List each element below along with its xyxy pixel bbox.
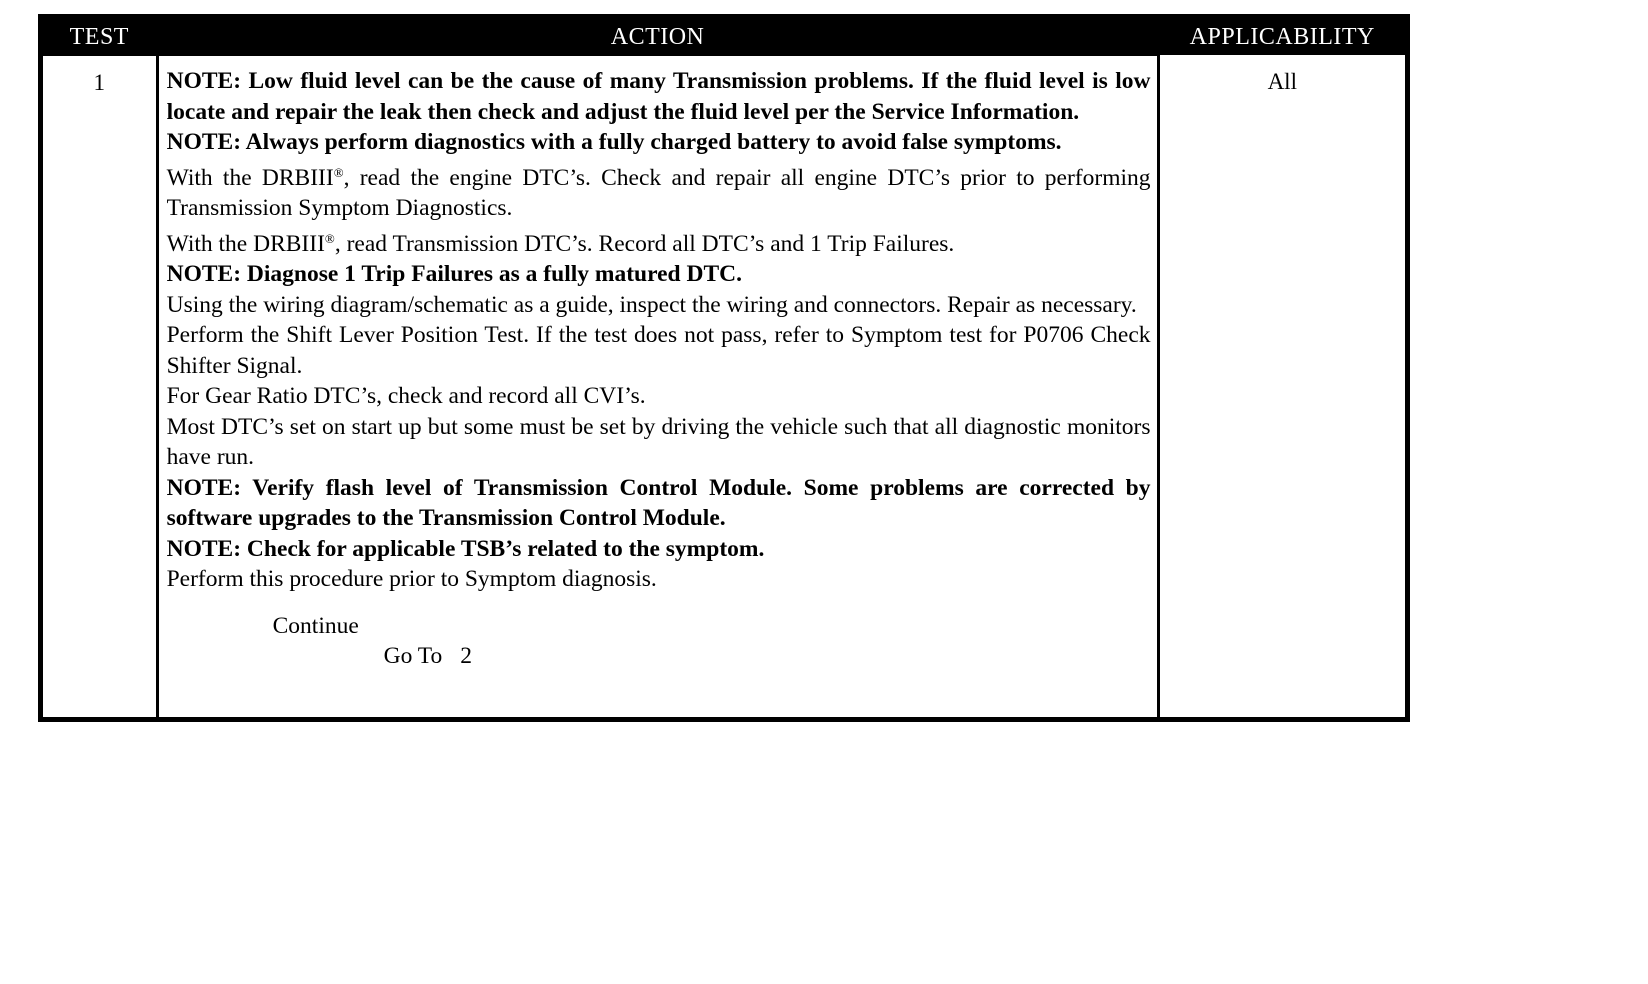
action-text-block [167,66,1151,595]
note-line: NOTE: Low fluid level can be the cause of many Transmission problems. If the fluid level is low locate and repair the leak then check and adjust the fluid level per the Service Information. [166,68,1151,125]
continue-label: Continue [272,612,359,639]
note-line: NOTE: Verify flash level of Transmission Control Module. Some problems are corrected by software upgrades to the Transmission Control Module. [166,474,1151,531]
test-number-cell: 1 [41,56,158,719]
goto-line [167,641,1151,671]
goto-label: Go To [383,642,443,669]
applicability-cell: All [1158,56,1407,719]
instruction-line: Perform the Shift Lever Position Test. If the test does not pass, refer to Symptom test for P0706 Check Shifter Signal. [166,322,1151,379]
continue-block [167,611,1151,671]
table-header-row [41,17,1408,57]
header-action: ACTION [157,17,1158,57]
header-test: TEST [41,17,158,57]
header-applicability: APPLICABILITY [1158,17,1407,57]
table-row [41,56,1408,719]
instruction-line: With the DRBIII®, read the engine DTC’s. Check and repair all engine DTC’s prior to performing Transmission Symptom Diagnostics. [166,164,1151,221]
instruction-line: Perform this procedure prior to Symptom diagnosis. [166,566,657,592]
note-line: NOTE: Always perform diagnostics with a fully charged battery to avoid false symptoms. [166,129,1062,155]
instruction-line: Using the wiring diagram/schematic as a guide, inspect the wiring and connectors. Repair as necessary. [166,291,1137,318]
note-line: NOTE: Check for applicable TSB’s related to the symptom. [166,535,765,562]
instruction-line: With the DRBIII®, read Transmission DTC’s. Record all DTC’s and 1 Trip Failures. [166,230,955,257]
note-line: NOTE: Diagnose 1 Trip Failures as a fully matured DTC. [166,261,742,287]
instruction-line: For Gear Ratio DTC’s, check and record all CVI’s. [166,383,646,409]
action-cell [157,56,1158,719]
goto-target: 2 [460,642,472,669]
instruction-line: Most DTC’s set on start up but some must be set by driving the vehicle such that all diagnostic monitors have run. [166,413,1151,470]
diagnostic-test-table [38,14,1410,722]
